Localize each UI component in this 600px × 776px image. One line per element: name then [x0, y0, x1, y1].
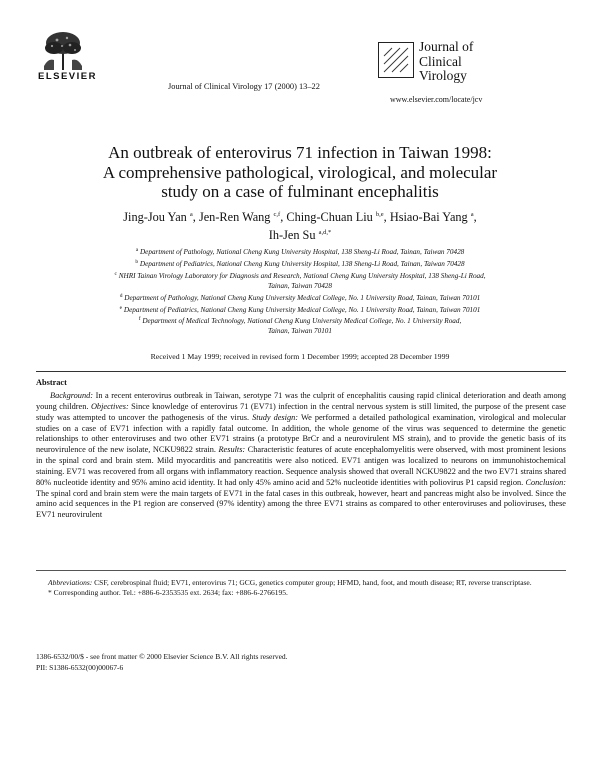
abstract-text: We performed a detailed pathological examination, virological and molecular studies on a case of EV71 infection with a rapidly fatal outcome. In addition, the whole genome of the virus was sequenced to determine the genetic relationships to other enteroviruses and two other EV71 strains (a prototype BrCr and a neurovirulent MS strain), and to provide the genetic basis of its neurovirulence of the new isolate, NCKU9822 strain. — [36, 412, 566, 455]
affiliation-continuation: Tainan, Taiwan 70428 — [268, 281, 332, 290]
affiliation — [0, 292, 600, 304]
title-line: An outbreak of enterovirus 71 infection in Taiwan 1998: — [108, 143, 492, 162]
abstract-heading: Abstract — [36, 378, 67, 387]
affiliations — [0, 246, 600, 337]
abstract-label: Conclusion: — [525, 477, 566, 487]
title-line: A comprehensive pathological, virological, and molecular — [102, 162, 498, 182]
author-line — [0, 207, 600, 225]
issn-line: 1386-6532/00/$ - see front matter © 2000 Elsevier Science B.V. All rights reserved. — [36, 652, 288, 661]
affiliation-marker: a — [135, 247, 139, 253]
abstract-label: Objectives: — [90, 401, 129, 411]
author-separator: , — [473, 210, 477, 224]
abstract-label: Results: — [218, 445, 246, 455]
affiliation — [0, 315, 600, 327]
footnote-corresponding — [36, 588, 566, 598]
author-separator: , — [192, 210, 199, 224]
elsevier-tree-logo — [40, 30, 86, 70]
affiliation-marker: d — [119, 292, 123, 299]
author-name: Jing-Jou Yan — [123, 210, 187, 224]
footnote-text: * Corresponding author. Tel.: +886-6-2353535 ext. 2634; fax: +886-6-2766195. — [48, 588, 288, 598]
affiliation-marker: e — [119, 304, 123, 311]
journal-url[interactable]: www.elsevier.com/locate/jcv — [390, 95, 483, 104]
affiliation-text: Department of Medical Technology, National Cheng Kung University Medical College, No. 1 University Road, — [142, 317, 462, 326]
journal-title-line: Virology — [419, 68, 467, 83]
author-affil-marker: a,d,* — [318, 229, 332, 236]
author-separator: , — [383, 210, 390, 224]
affiliation-continuation: Tainan, Taiwan 70101 — [268, 327, 332, 336]
journal-logo-icon — [378, 42, 414, 78]
issn-block — [36, 652, 288, 673]
abstract-text: The spinal cord and brain stem were the main targets of EV71 in the fatal cases in this outbreak, however, heart and pancreas might also be involved. Since the amino acid sequences in the P1 region are conserved (97% identity) among the three EV71 strains as compared to other enteroviruses and polioviruses, these EV71 neurovirulent — [36, 488, 566, 520]
footnote-text: CSF, cerebrospinal fluid; EV71, enterovirus 71; GCG, genetics computer group; HFMD, hand, foot, and mouth disease; RT, reverse transcriptase. — [92, 578, 532, 587]
author-name: Ih-Jen Su — [268, 228, 316, 242]
pii-line: PII: S1386-6532(00)00067-6 — [36, 662, 124, 672]
affiliation — [0, 270, 600, 282]
author-line — [0, 225, 600, 243]
affiliation-marker: b — [135, 258, 139, 265]
author-name: Ching-Chuan Liu — [286, 210, 373, 224]
received-dates: Received 1 May 1999; received in revised form 1 December 1999; accepted 28 December 1999 — [150, 352, 450, 361]
journal-title-line: Clinical — [419, 53, 462, 69]
abstract-text: Since knowledge of enterovirus 71 (EV71) infection in the central nervous system is still limited, the purpose of the present case study was attempted to uncover the pathogenesis of the virus. — [36, 401, 566, 422]
article-title — [0, 143, 600, 202]
footnote-abbreviations — [36, 578, 566, 588]
abstract-text: Characteristic features of acute encephalomyelitis were observed, with most prominent lesions in the spinal cord and brain stem. Mild myocarditis and pancreatitis were also noticed. EV71 antigen was localized to neurons on immunohistochemical staining. EV71 was recovered from all organs with inflammatory reaction. Sequence analysis showed that overall NCKU9822 and the two EV71 strains shared 80% nucleotide identity and 95% amino acid identity. It had only 45% amino acid and 52% nucleotide identities with poliovirus P1 capsid region. — [36, 445, 566, 487]
author-name: Jen-Ren Wang — [198, 210, 271, 224]
abstract-label: Background: — [50, 391, 94, 400]
footnote-divider — [36, 570, 566, 571]
author-name: Hsiao-Bai Yang — [389, 210, 468, 224]
affiliation — [0, 304, 600, 316]
author-affil-marker: c,f — [273, 211, 281, 218]
abstract-paragraph — [36, 391, 566, 521]
abstract-text: In a recent enterovirus outbreak in Taiwan, serotype 71 was the culprit of encephalitis causing rapid clinical deterioration and death among young children. — [36, 391, 566, 411]
affiliation-text: NHRI Tainan Virology Laboratory for Diagnosis and Research, National Cheng Kung University Hospital, 138 Sheng-Li Road, — [118, 271, 486, 280]
author-separator: , — [280, 210, 287, 224]
author-affil-marker: a — [470, 211, 474, 218]
title-line: study on a case of fulminant encephalitis — [161, 182, 439, 201]
author-affil-marker: a — [189, 211, 193, 218]
affiliation-marker: c — [114, 270, 117, 277]
author-affil-marker: b,e — [375, 211, 384, 218]
affiliation — [0, 258, 600, 270]
abstract-body — [36, 391, 566, 521]
journal-reference: Journal of Clinical Virology 17 (2000) 13–22 — [168, 82, 320, 91]
affiliation-text: Department of Pathology, National Cheng Kung University Medical College, No. 1 University Road, Tainan, Taiwan 70101 — [124, 293, 481, 302]
affiliation — [0, 246, 600, 258]
abstract-label: Study design: — [252, 412, 299, 422]
footnote-label: Abbreviations: — [48, 578, 93, 587]
affiliation-text: Department of Pediatrics, National Cheng Kung University Medical College, No. 1 University Road, Tainan, Taiwan 70101 — [123, 305, 481, 314]
journal-title — [419, 40, 473, 84]
affiliation-text: Department of Pediatrics, National Cheng Kung University Hospital, 138 Sheng-Li Road, Tainan, Taiwan 70428 — [139, 259, 465, 268]
footnotes — [36, 578, 566, 598]
affiliation-marker: f — [138, 316, 141, 323]
author-list — [0, 207, 600, 243]
journal-title-line: Journal of — [419, 39, 474, 54]
divider — [36, 371, 566, 372]
publisher-name: ELSEVIER — [38, 71, 97, 82]
affiliation-text: Department of Pathology, National Cheng Kung University Hospital, 138 Sheng-Li Road, Tainan, Taiwan 70428 — [139, 248, 465, 256]
